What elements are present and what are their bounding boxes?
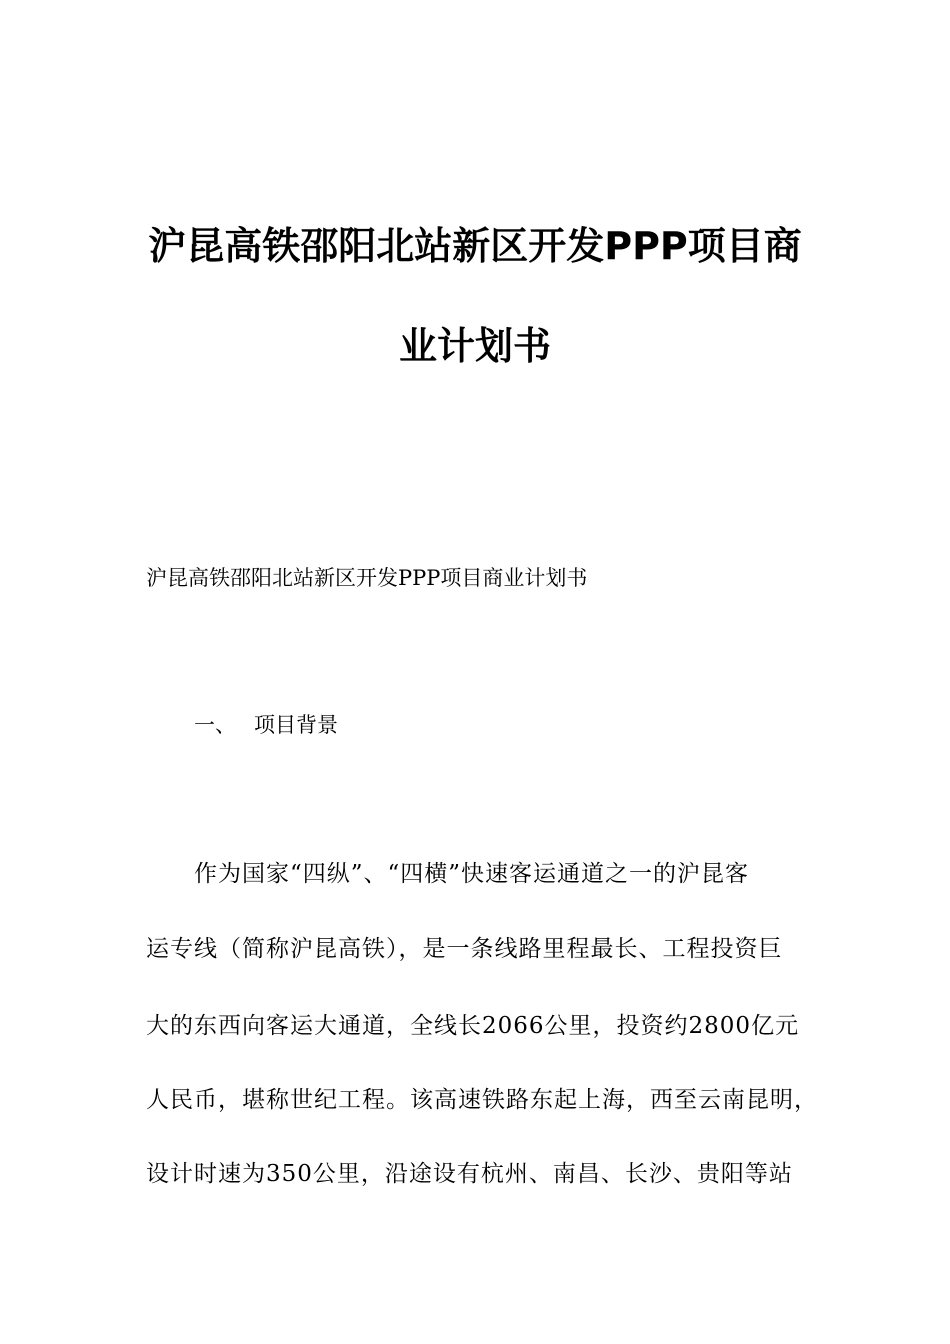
- paragraph-line: 大的东西向客运大通道，全线长2066公里，投资约2800亿元: [146, 1013, 800, 1039]
- section-heading: [194, 710, 338, 740]
- section-title: 项目背景: [254, 713, 338, 737]
- paragraph-line: 运专线（简称沪昆高铁），是一条线路里程最长、工程投资巨: [146, 936, 783, 962]
- document-subtitle: 沪昆高铁邵阳北站新区开发PPP项目商业计划书: [146, 566, 588, 590]
- document-title-line-2: 业计划书: [398, 324, 551, 368]
- paragraph-line: 设计时速为350公里，沿途设有杭州、南昌、长沙、贵阳等站: [146, 1161, 793, 1187]
- paragraph-line: 作为国家“四纵”、“四横”快速客运通道之一的沪昆客: [194, 861, 750, 887]
- document-title-line-1: 沪昆高铁邵阳北站新区开发PPP项目商: [148, 224, 802, 268]
- paragraph-line: 人民币，堪称世纪工程。该高速铁路东起上海，西至云南昆明，: [146, 1087, 818, 1113]
- section-number: 一、: [194, 713, 236, 737]
